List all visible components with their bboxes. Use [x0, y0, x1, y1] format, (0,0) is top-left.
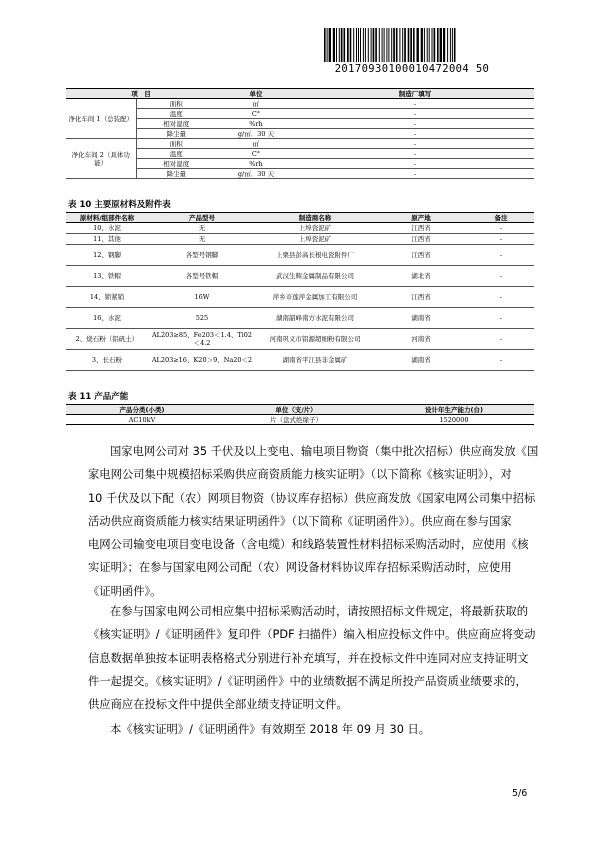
header-maker: 制造商名称 [256, 213, 374, 223]
material-model: 无 [148, 234, 256, 245]
material-note: - [468, 245, 534, 266]
material-model: 525 [148, 308, 256, 329]
material-origin: 江西省 [374, 245, 468, 266]
row-item: 降尘量 [136, 129, 216, 139]
material-name: 11、其他 [66, 234, 148, 245]
text-line: 在参与国家电网公司相应集中招标采购活动时，请按照招标文件规定，将最新获取的 [110, 605, 528, 618]
material-origin: 湖南省 [374, 350, 468, 371]
page-number: 5/6 [512, 788, 528, 799]
row-unit: ㎡ [216, 99, 296, 109]
row-unit: g/㎡．30 天 [216, 129, 296, 139]
table10-caption: 表 10 主要原材料及附件表 [68, 200, 171, 210]
paragraph-2 [88, 600, 536, 716]
material-maker: 湖南韶峰南方水泥有限公司 [256, 308, 374, 329]
row-unit: C° [216, 149, 296, 159]
material-name: 3、长石粉 [66, 350, 148, 371]
material-note: - [468, 266, 534, 287]
text-line: 家电网公司集中规模招标采购供应商资质能力核实证明》（以下简称《核实证明》），对 [88, 468, 512, 482]
row-item: 温度 [136, 149, 216, 159]
paragraph-3 [88, 718, 514, 741]
header-capacity: 设计年生产能力(台) [374, 405, 534, 415]
material-maker: 上栗县彭高长根电瓷附件厂 [256, 245, 374, 266]
material-name: 10、水泥 [66, 223, 148, 234]
table11-caption: 表 11 产品产能 [68, 392, 129, 402]
row-item: 降尘量 [136, 169, 216, 179]
row-item: 温度 [136, 109, 216, 119]
capacity-unit: 片（盘式绝缘子） [270, 415, 322, 424]
text-line: 国家电网公司对 35 千伏及以上变电、输电项目物资（集中批次招标）供应商发放《国 [110, 445, 539, 458]
text-line: 实证明》；在参与国家电网公司配（农）网设备材料协议库存招标采购活动时，应使用 [88, 561, 512, 575]
text-line: 本《核实证明》/《证明函件》有效期至 2018 年 09 月 30 日。 [110, 723, 431, 736]
header-item: 项 目 [66, 89, 216, 99]
capacity-category: AC10kV [128, 415, 156, 424]
header-unit: 单位 [216, 89, 296, 99]
workshop-table [66, 88, 534, 179]
material-maker: 武汉生辉金属制品有限公司 [256, 266, 374, 287]
header-unit: 单位（支/片） [218, 405, 374, 415]
row-unit: %rh [216, 119, 296, 129]
material-note: - [468, 350, 534, 371]
material-origin: 江西省 [374, 287, 468, 308]
group-name: 净化车间 1（总装配） [66, 99, 136, 139]
text-line: 《证明函件》。 [88, 584, 162, 598]
barcode-bars [322, 28, 502, 62]
material-name: 14、锁紧销 [66, 287, 148, 308]
material-maker: 上埠瓷泥矿 [256, 223, 374, 234]
text-line: 活动供应商资质能力核实结果证明函件》（以下简称《证明函件》）。供应商在参与国家 [88, 514, 512, 528]
header-note: 备注 [468, 213, 534, 223]
material-note: - [468, 223, 534, 234]
material-origin: 湖南省 [374, 308, 468, 329]
text-line: 电网公司输变电项目变电设备（含电缆）和线路装置性材料招标采购活动时，应使用《核 [88, 538, 529, 552]
row-item: 面积 [136, 139, 216, 149]
material-model: 各型号铁帽 [148, 266, 256, 287]
row-item: 面积 [136, 99, 216, 109]
group-name: 净化车间 2（具体功能） [66, 139, 136, 179]
text-line: 供应商应在投标文件中提供全部业绩支持证明文件。 [88, 698, 348, 712]
capacity-table [66, 404, 534, 425]
material-name: 12、钢脚 [66, 245, 148, 266]
row-value: - [296, 149, 534, 159]
row-unit: %rh [216, 159, 296, 169]
material-maker: 萍乡市莲萍金属加工有限公司 [256, 287, 374, 308]
material-note: - [468, 308, 534, 329]
row-item: 相对湿度 [136, 119, 216, 129]
material-note: - [468, 234, 534, 245]
material-name: 2、烧石粉（铝矾土） [66, 329, 148, 350]
material-name: 16、水泥 [66, 308, 148, 329]
barcode [322, 28, 502, 75]
row-value: - [296, 99, 534, 109]
header-origin: 原产地 [374, 213, 468, 223]
material-maker: 上埠瓷泥矿 [256, 234, 374, 245]
header-category: 产品分类(小类) [66, 405, 218, 415]
materials-table [66, 212, 534, 371]
material-model: AL203≥16、K20＞9、Na20＜2 [148, 350, 256, 371]
paragraph-1 [88, 440, 539, 603]
text-line: 10 千伏及以下配（农）网项目物资（协议库存招标）供应商发放《国家电网公司集中招标 [88, 491, 536, 505]
material-name: 13、铁帽 [66, 266, 148, 287]
header-name: 原材料/组部件名称 [66, 213, 148, 223]
material-origin: 河南省 [374, 329, 468, 350]
material-origin: 江西省 [374, 234, 468, 245]
row-value: - [296, 129, 534, 139]
row-value: - [296, 139, 534, 149]
material-model: 各型号钢脚 [148, 245, 256, 266]
header-model: 产品型号 [148, 213, 256, 223]
material-model: AL203≥85、Fe203＜1.4、Ti02＜4.2 [148, 329, 256, 350]
material-model: 16W [148, 287, 256, 308]
material-maker: 河南巩义市铝源超细粉有限公司 [256, 329, 374, 350]
material-origin: 江西省 [374, 223, 468, 234]
row-item: 相对湿度 [136, 159, 216, 169]
row-unit: ㎡ [216, 139, 296, 149]
material-model: 无 [148, 223, 256, 234]
text-line: 《核实证明》/《证明函件》复印件（PDF 扫描件）编入相应投标文件中。供应商应将变动 [88, 628, 536, 642]
material-note: - [468, 329, 534, 350]
row-unit: g/㎡．30 天 [216, 169, 296, 179]
row-value: - [296, 159, 534, 169]
text-line: 件一起提交。《核实证明》/《证明函件》中的业绩数据不满足所投产品资质业绩要求的， [88, 674, 527, 688]
capacity-value: 1520000 [439, 415, 469, 424]
material-note: - [468, 287, 534, 308]
row-unit: C° [216, 109, 296, 119]
text-line: 信息数据单独按本证明表格格式分别进行补充填写，并在投标文件中连同对应支持证明文 [88, 651, 529, 665]
row-value: - [296, 169, 534, 179]
barcode-number: 20170930100010472004 50 [334, 63, 490, 75]
material-maker: 湖南省平江县非金属矿 [256, 350, 374, 371]
header-filled: 制造厂填写 [296, 89, 534, 99]
row-value: - [296, 119, 534, 129]
row-value: - [296, 109, 534, 119]
material-origin: 湖北省 [374, 266, 468, 287]
